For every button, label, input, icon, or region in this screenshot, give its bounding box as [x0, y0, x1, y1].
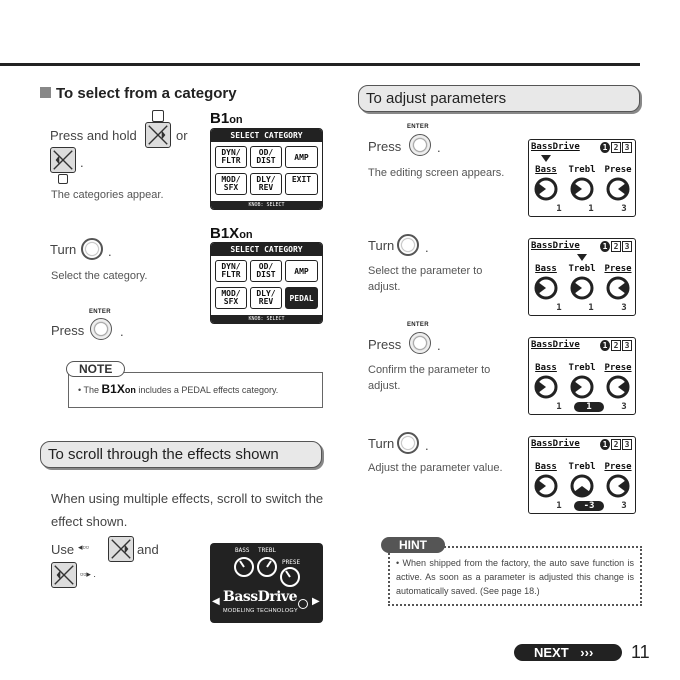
effect-knobs-icon [232, 555, 312, 589]
lcd-effect-title: BassDrive [531, 142, 580, 152]
effect-on-icon [298, 599, 308, 609]
press-hold-text: Press and hold [50, 128, 137, 143]
step-1-verb: Press [368, 139, 402, 154]
select-category-text: Select the category. [51, 270, 148, 282]
enter-button-icon [409, 332, 431, 354]
category-cell: DLY/ REV [250, 287, 282, 309]
param-lcd-3 [528, 337, 636, 415]
model-b1xon: B1Xon [210, 225, 253, 242]
hint-tag: HINT [381, 537, 445, 553]
category-cell: OD/ DIST [250, 146, 282, 168]
lcd-pages: 1 2 3 [599, 142, 632, 153]
dial-icon [81, 238, 103, 260]
category-cell: MOD/ SFX [215, 287, 247, 309]
category-cell: MOD/ SFX [215, 173, 247, 195]
param-lcd-4 [528, 436, 636, 514]
scroll-body-text: When using multiple effects, scroll to switch the effect shown. [51, 491, 324, 529]
footswitch-left-icon [50, 147, 76, 173]
cursor-icon [541, 155, 551, 162]
param-value: 3 [621, 303, 627, 313]
knob-icon [606, 177, 630, 201]
knob-icon [570, 474, 594, 498]
enter-button-icon [409, 134, 431, 156]
knob-icon [570, 177, 594, 201]
param-value: 1 [588, 303, 594, 313]
lcd-title: SELECT CATEGORY [211, 243, 322, 256]
adjust-params-heading: To adjust parameters [358, 85, 640, 112]
next-badge: NEXT ››› [514, 644, 622, 661]
effect-tagline: MODELING TECHNOLOGY [223, 608, 298, 614]
lcd-title: SELECT CATEGORY [211, 129, 322, 142]
step-2-verb: Turn [368, 238, 395, 253]
dial-icon [397, 432, 419, 454]
dial-icon [397, 234, 419, 256]
scroll-heading: To scroll through the effects shown [40, 441, 322, 468]
param-label: Bass [535, 363, 557, 373]
enter-label: ENTER [407, 322, 429, 328]
category-cell: OD/ DIST [250, 260, 282, 282]
cursor-icon [577, 254, 587, 261]
param-lcd-1 [528, 139, 636, 217]
param-value: 1 [556, 204, 562, 214]
param-value-selected: 1 [574, 402, 604, 412]
knob-icon [534, 375, 558, 399]
step-1-desc: The editing screen appears. [368, 167, 505, 179]
category-cell-exit: EXIT [285, 173, 318, 195]
category-cell: AMP [285, 260, 318, 282]
param-value: 3 [621, 402, 627, 412]
param-value: 1 [556, 402, 562, 412]
category-cell: DYN/ FLTR [215, 260, 247, 282]
select-category-heading: To select from a category [40, 85, 237, 102]
footswitch-left-icon [51, 562, 77, 588]
param-value: 3 [621, 204, 627, 214]
effect-name: BassDrive [223, 589, 298, 605]
param-label: Trebl [568, 363, 596, 373]
knob-icon [534, 474, 558, 498]
scroll-left-icon: ◀ [212, 596, 220, 607]
knob-icon [570, 375, 594, 399]
knob-icon [534, 276, 558, 300]
knob-label-trebl: TREBL [258, 547, 277, 554]
effect-display [210, 543, 323, 623]
press-text: Press [51, 323, 85, 338]
footswitch-right-icon [145, 122, 171, 148]
turn-text: Turn [50, 242, 77, 257]
param-label: Trebl [568, 462, 596, 472]
param-value-adjusted: -3 [574, 501, 604, 511]
knob-icon [606, 474, 630, 498]
param-label: Bass [535, 462, 557, 472]
lcd-footer: KNOB: SELECT [211, 201, 322, 209]
category-cell: DYN/ FLTR [215, 146, 247, 168]
model-b1on: B1on [210, 110, 243, 127]
or-text: or [176, 128, 188, 143]
note-tag: NOTE [66, 361, 125, 377]
page-icon [152, 110, 164, 122]
scroll-right-symbol: ▫▫▸ . [80, 569, 96, 579]
category-lcd-b1on [210, 128, 323, 210]
hint-text: • When shipped from the factory, the auto save function is active. As soon as a parameter is adjusted this change is automatically saved. (See page 18.) [396, 558, 634, 596]
lcd-effect-title: BassDrive [531, 241, 580, 251]
knob-icon [606, 276, 630, 300]
param-label: Prese [604, 363, 632, 373]
scroll-right-icon: ▶ [312, 596, 320, 607]
param-label: Prese [604, 165, 632, 175]
category-cell-pedal: PEDAL [285, 287, 318, 309]
step-2-desc: Select the parameter to adjust. [368, 265, 483, 293]
footswitch-right-icon [108, 536, 134, 562]
param-value: 1 [556, 303, 562, 313]
knob-icon [606, 375, 630, 399]
knob-icon [570, 276, 594, 300]
enter-label: ENTER [89, 309, 111, 315]
knob-label-bass: BASS [235, 547, 250, 554]
categories-appear-text: The categories appear. [51, 189, 164, 201]
scroll-left-symbol: ◂▫▫ [78, 542, 89, 552]
param-value: 1 [556, 501, 562, 511]
step-3-desc: Confirm the parameter to adjust. [368, 364, 491, 392]
lcd-effect-title: BassDrive [531, 439, 580, 449]
use-text: Use [51, 542, 75, 557]
param-label: Prese [604, 462, 632, 472]
enter-label: ENTER [407, 124, 429, 130]
param-lcd-2 [528, 238, 636, 316]
category-lcd-b1xon [210, 242, 323, 324]
step-4-verb: Turn [368, 436, 395, 451]
lcd-pages: 1 2 3 [599, 340, 632, 351]
knob-icon [534, 177, 558, 201]
lcd-footer: KNOB: SELECT [211, 315, 322, 323]
note-text: • The B1Xon includes a PEDAL effects category. [78, 382, 279, 396]
enter-button-icon [90, 318, 112, 340]
lcd-effect-title: BassDrive [531, 340, 580, 350]
step-4-desc: Adjust the parameter value. [368, 462, 503, 474]
param-value: 1 [588, 204, 594, 214]
param-label: Trebl [568, 264, 596, 274]
param-label: Trebl [568, 165, 596, 175]
and-text: and [137, 542, 159, 557]
param-value: 3 [621, 501, 627, 511]
page-icon [58, 174, 68, 184]
page-number: 11 [631, 642, 650, 662]
param-label: Bass [535, 165, 557, 175]
lcd-pages: 1 2 3 [599, 439, 632, 450]
param-label: Prese [604, 264, 632, 274]
knob-label-prese: PRESE [282, 559, 301, 566]
lcd-pages: 1 2 3 [599, 241, 632, 252]
top-rule [0, 63, 640, 66]
category-cell: DLY/ REV [250, 173, 282, 195]
step-3-verb: Press [368, 337, 402, 352]
param-label: Bass [535, 264, 557, 274]
category-cell: AMP [285, 146, 318, 168]
